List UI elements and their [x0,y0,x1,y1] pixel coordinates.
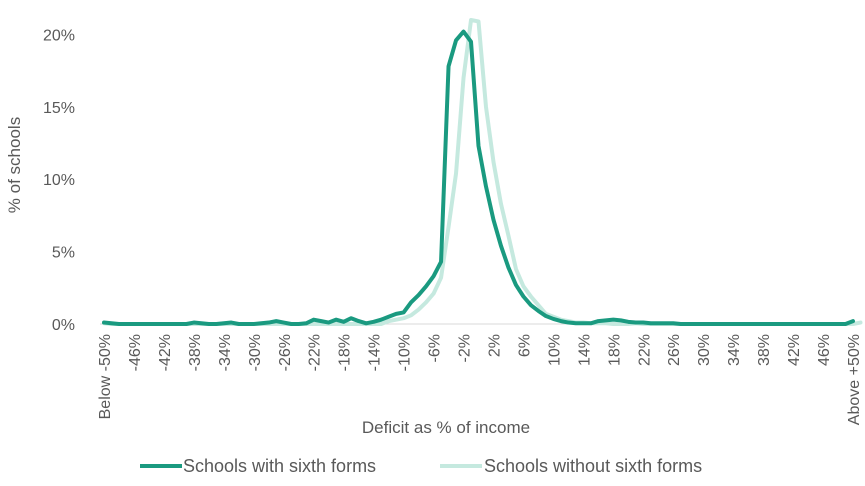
x-tick-label: 22% [636,334,654,367]
x-tick-label: -22% [306,334,324,372]
series-layer [104,20,860,324]
x-tick-label: -30% [246,334,264,372]
x-axis-title: Deficit as % of income [361,418,531,437]
x-tick-label: Above +50% [846,334,863,426]
x-tick-label: 26% [666,334,684,367]
x-tick-label: 30% [696,334,714,367]
x-tick-label: -26% [276,334,294,372]
x-tick-label: -42% [156,334,174,372]
x-tick-labels [97,334,863,425]
x-tick-label: -18% [336,334,354,372]
x-tick-label: 14% [576,334,594,367]
legend-label-with-sixth-forms: Schools with sixth forms [183,456,377,476]
series-line-with-sixth-forms [104,32,853,324]
x-tick-label: -34% [216,334,234,372]
x-tick-label: Below -50% [97,334,114,420]
x-tick-label: 2% [486,334,504,358]
x-tick-label: 46% [816,334,834,367]
y-axis-title: % of schools [5,116,24,214]
x-tick-label: 18% [606,334,624,367]
y-tick-label: 10% [42,172,75,190]
x-tick-label: 10% [546,334,564,367]
legend-label-without-sixth-forms: Schools without sixth forms [484,456,703,476]
x-tick-label: 34% [726,334,744,367]
x-tick-label: -6% [426,334,444,363]
x-tick-label: -14% [366,334,384,372]
y-tick-label: 20% [42,27,75,45]
y-tick-label: 15% [42,99,75,117]
x-tick-label: 42% [786,334,804,367]
y-tick-label: 5% [51,244,75,262]
x-tick-label: -2% [456,334,474,363]
legend [140,456,702,476]
y-tick-label: 0% [51,317,75,334]
y-axis [43,27,75,334]
x-tick-label: -46% [126,334,144,372]
x-tick-label: 38% [756,334,774,367]
x-tick-label: 6% [516,334,534,358]
x-tick-label: -10% [396,334,414,372]
x-tick-label: -38% [186,334,204,372]
